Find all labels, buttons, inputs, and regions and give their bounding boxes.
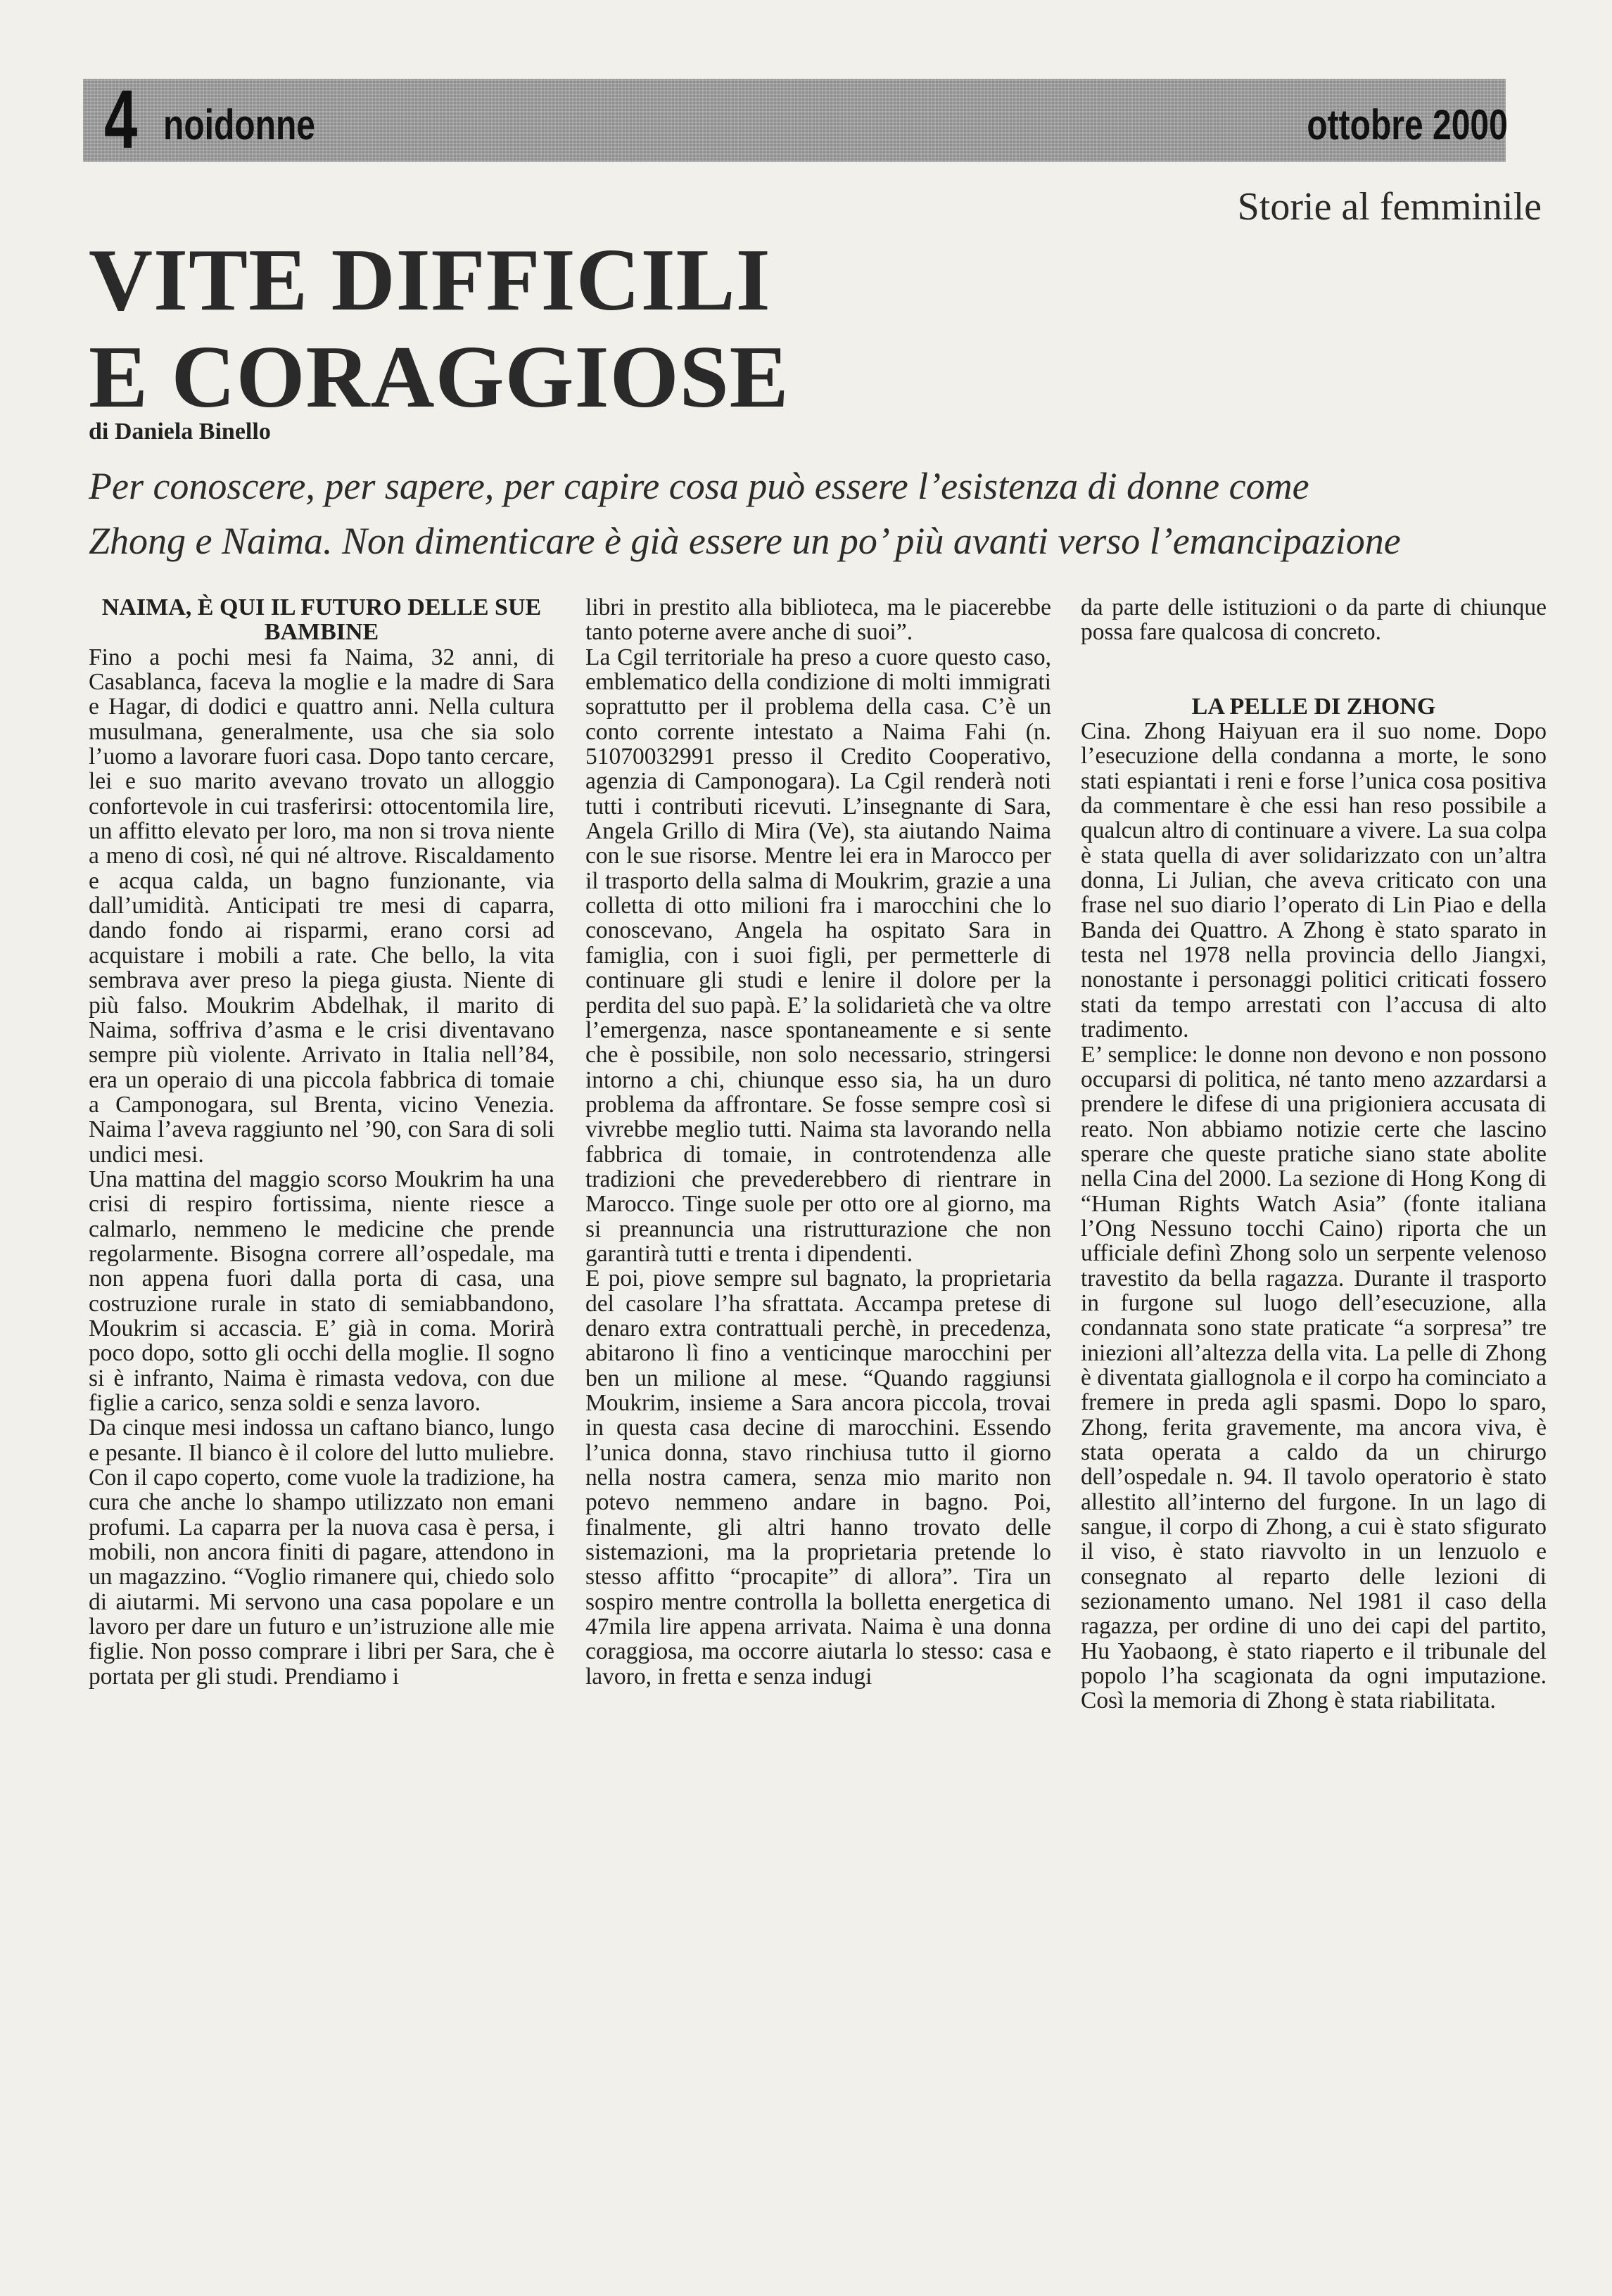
paragraph: E’ semplice: le donne non devono e non possono occuparsi di politica, né tanto meno azzardarsi a prendere le difese di una prigioniera accusata di reato. Non abbiamo notizie certe che lascino sperare che queste pratiche siano state abolite nella Cina del 2000. La sezione di Hong Kong di “Human Rights Watch Asia” (fonte italiana l’Ong Nessuno tocchi Caino) riporta che un ufficiale definì Zhong solo un serpente velenoso travestito da bella ragazza. Durante il trasporto in furgone sul luogo dell’esecuzione, alla condannata sono state praticate “a sorpresa” tre iniezioni all’altezza della vita. La pelle di Zhong è diventata giallognola e il corpo ha cominciato a fremere in preda agli spasmi. Dopo lo sparo, Zhong, ferita gravemente, ma ancora viva, è stata operata a caldo da un chirurgo dell’ospedale n. 94. Il tavolo operatorio è stato allestito all’interno del furgone. In un lago di sangue, il corpo di Zhong, a cui è stato sfigurato il viso, è stato riavvolto in un lenzuolo e consegnato al reparto delle lezioni di sezionamento umano. Nel 1981 il caso della ragazza, per ordine di uno dei capi del partito, Hu Yaobaong, è stato riaperto e il tribunale del popolo l’ha scagionata da ogni imputazione. Così la memoria di Zhong è stata riabilitata. (1081, 1041, 1547, 1714)
lead-line-1: Per conoscere, per sapere, per capire cosa può essere l’esistenza di donne come (89, 465, 1309, 507)
lead-line-2: Zhong e Naima. Non dimenticare è già essere un po’ più avanti verso l’emancipazione (89, 520, 1401, 562)
lead-paragraph (89, 459, 1510, 568)
paragraph: Una mattina del maggio scorso Moukrim ha una crisi di respiro fortissima, niente riesce a calmarlo, nemmeno le medicine che prende regolarmente. Bisogna correre all’ospedale, ma non appena fuori dalla porta di casa, una costruzione rurale in stato di semiabbandono, Moukrim si accascia. E’ già in coma. Morirà poco dopo, sotto gli occhi della moglie. Il sogno si è infranto, Naima è rimasta vedova, con due figlie a carico, senza soldi e senza lavoro. (89, 1166, 554, 1416)
paragraph: Da cinque mesi indossa un caftano bianco, lungo e pesante. Il bianco è il colore del lutto muliebre. Con il capo coperto, come vuole la tradizione, ha cura che anche lo shampo utilizzato non emani profumi. La caparra per la nuova casa è persa, i mobili, non ancora finiti di pagare, attendono in un magazzino. “Voglio rimanere qui, chiedo solo di aiutarmi. Mi servono una casa popolare e un lavoro per dare un futuro e un’istruzione alle mie figlie. Non posso comprare i libri per Sara, che è portata per gli studi. Prendiamo i (89, 1415, 554, 1690)
issue-date: ottobre 2000 (1307, 101, 1508, 148)
article-title (89, 232, 789, 426)
subhead-naima: NAIMA, È QUI IL FUTURO DELLE SUE BAMBINE (101, 594, 542, 646)
paragraph: da parte delle istituzioni o da parte di chiunque possa fare qualcosa di concreto. (1081, 594, 1547, 646)
magazine-name: noidonne (163, 101, 315, 148)
column-1 (89, 595, 554, 1689)
column-3 (1081, 595, 1547, 1714)
subhead-zhong: LA PELLE DI ZHONG (1191, 693, 1436, 720)
title-line-2: E CORAGGIOSE (89, 329, 789, 426)
byline: di Daniela Binello (89, 419, 271, 445)
paragraph: La Cgil territoriale ha preso a cuore questo caso, emblematico della condizione di molti immigrati soprattutto per il problema della casa. C’è un conto corrente intestato a Naima Fahi (n. 51070032991 presso il Credito Cooperativo, agenzia di Camponogara). La Cgil renderà noti tutti i contributi ricevuti. L’insegnante di Sara, Angela Grillo di Mira (Ve), sta aiutando Naima con le sue risorse. Mentre lei era in Marocco per il trasporto della salma di Moukrim, grazie a una colletta di otto milioni fra i marocchini che lo conoscevano, Angela ha ospitato Sara in famiglia, con i suoi figli, per permetterle di continuare gli studi e lenire il dolore per la perdita del suo papà. E’ la solidarietà che va oltre l’emergenza, nasce spontaneamente e si sente che è possibile, non solo necessario, stringersi intorno a chi, chiunque esso sia, ha un duro problema da affrontare. Se fosse sempre così si vivrebbe meglio tutti. Naima sta lavorando nella fabbrica di tomaie, in controtendenza alle tradizioni che prevederebbero di rientrare in Marocco. Tinge suole per otto ore al giorno, ma si preannuncia una ristrutturazione che non garantirà tutti e trenta i dipendenti. (585, 644, 1051, 1267)
paragraph: libri in prestito alla biblioteca, ma le piacerebbe tanto poterne avere anche di suoi”. (585, 594, 1051, 646)
paragraph: Fino a pochi mesi fa Naima, 32 anni, di Casablanca, faceva la moglie e la madre di Sara e Hagar, di dodici e quattro anni. Nella cultura musulmana, generalmente, usa che sia solo l’uomo a lavorare fuori casa. Dopo tanto cercare, lei e suo marito avevano trovato un alloggio confortevole in cui trasferirsi: ottocentomila lire, un affitto elevato per loro, ma non si trova niente a meno di così, né qui né altrove. Riscaldamento e acqua calda, un bagno funzionante, via dall’umidità. Anticipati tre mesi di caparra, dando fondo ai risparmi, erano corsi ad acquistare i mobili a rate. Che bello, la vita sembrava aver preso la piega giusta. Niente di più falso. Moukrim Abdelhak, il marito di Naima, soffriva d’asma e le crisi diventavano sempre più violente. Arrivato in Italia nell’84, era un operaio di una piccola fabbrica di tomaie a Camponogara, sul Brenta, vicino Venezia. Naima l’aveva raggiunto nel ’90, con Sara di soli undici mesi. (89, 644, 554, 1168)
paragraph: Cina. Zhong Haiyuan era il suo nome. Dopo l’esecuzione della condanna a morte, le sono stati espiantati i reni e forse l’unica cosa positiva da commentare è che essi han reso possibile a qualcun altro di continuare a vivere. La sua colpa è stata quella di aver solidarizzato con un’altra donna, Li Julian, che aveva criticato con una frase nel suo diario l’operato di Lin Piao e della Banda dei Quattro. A Zhong è stato sparato in testa nel 1978 nella provincia dello Jiangxi, nonostante i personaggi politici criticati fossero stati da tempo arrestati con l’accusa di alto tradimento. (1081, 718, 1547, 1043)
section-label: Storie al femminile (1237, 185, 1542, 229)
paragraph: E poi, piove sempre sul bagnato, la proprietaria del casolare l’ha sfrattata. Accampa pretese di denaro extra contrattuali perchè, in precedenza, abitarono lì fino a venticinque marocchini per ben un milione al mese. “Quando raggiunsi Moukrim, insieme a Sara ancora piccola, trovai in questa casa decine di marocchini. Essendo l’unica donna, stavo rinchiusa tutto il giorno nella nostra camera, senza mio marito non potevo nemmeno andare in bagno. Poi, finalmente, gli altri hanno trovato delle sistemazioni, ma la proprietaria pretende lo stesso affitto “procapite” di allora”. Tira un sospiro mentre controlla la bolletta energetica di 47mila lire appena arrivata. Naima è una donna coraggiosa, ma occorre aiutarla lo stesso: casa e lavoro, in fretta e senza indugi (585, 1265, 1051, 1690)
title-line-1: VITE DIFFICILI (89, 231, 771, 329)
issue-number: 4 (104, 73, 138, 166)
column-2 (585, 595, 1051, 1689)
